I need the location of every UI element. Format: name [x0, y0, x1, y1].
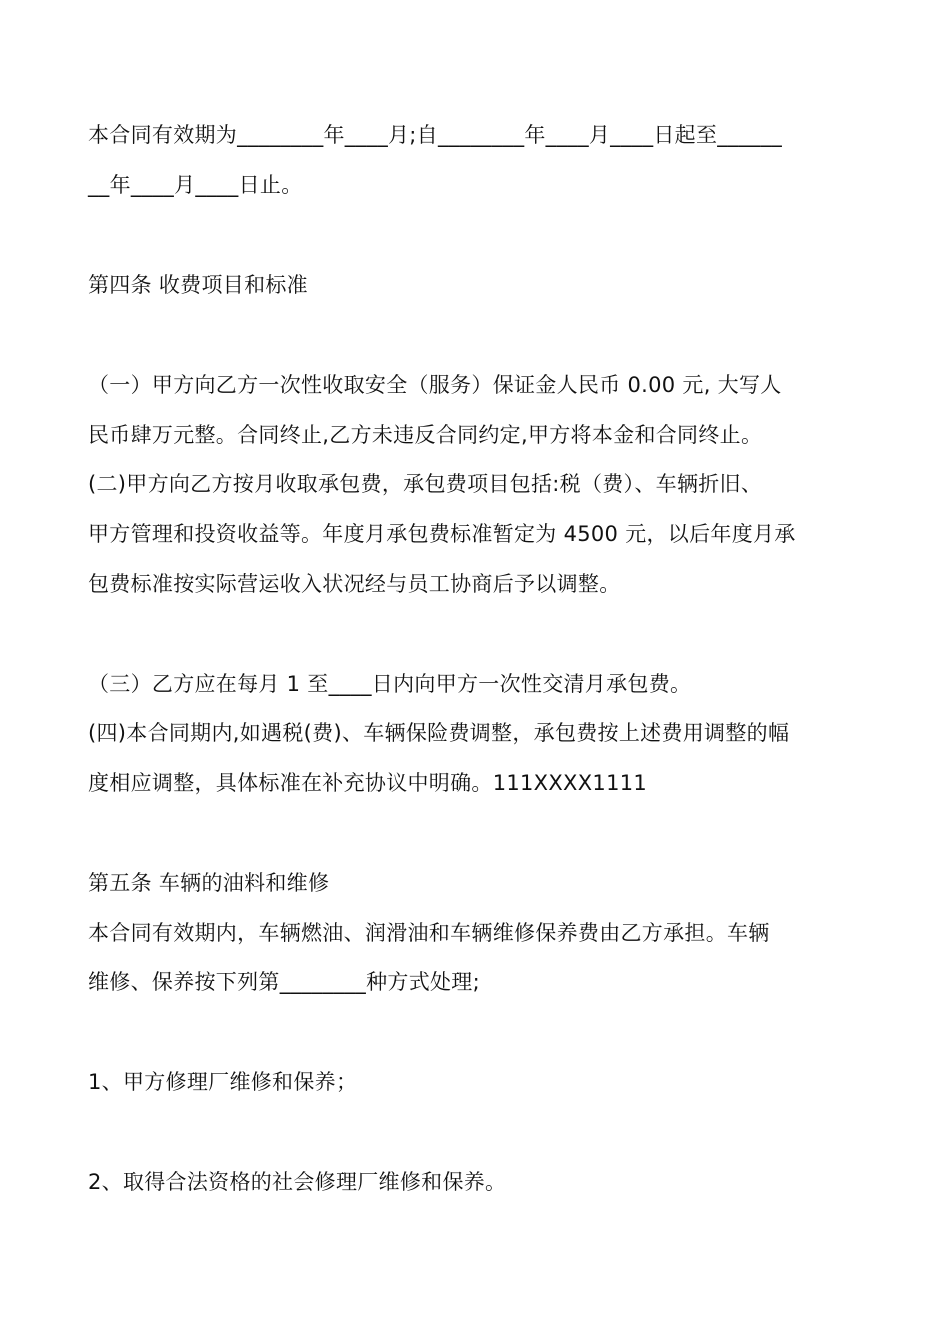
clause-4-line-1: (四)本合同期内,如遇税(费)、车辆保险费调整，承包费按上述费用调整的幅: [88, 721, 790, 745]
validity-period-line-2: __年____月____日止。: [88, 173, 303, 197]
option-2: 2、取得合法资格的社会修理厂维修和保养。: [88, 1170, 507, 1194]
article-5-heading: 第五条 车辆的油料和维修: [88, 871, 330, 895]
clause-4-line-2: 度相应调整，具体标准在补充协议中明确。111XXXX1111: [88, 771, 648, 795]
clause-2-line-1: (二)甲方向乙方按月收取承包费，承包费项目包括:税（费）、车辆折旧、: [88, 472, 763, 496]
validity-period-line-1: 本合同有效期为________年____月;自________年____月____日起至______: [88, 123, 783, 147]
clause-2-line-3: 包费标准按实际营运收入状况经与员工协商后予以调整。: [88, 572, 621, 596]
article-5-line-1: 本合同有效期内，车辆燃油、润滑油和车辆维修保养费由乙方承担。车辆: [88, 921, 770, 945]
clause-3-line: （三）乙方应在每月 1 至____日内向甲方一次性交清月承包费。: [88, 672, 692, 696]
article-4-heading: 第四条 收费项目和标准: [88, 273, 308, 297]
clause-2-line-2: 甲方管理和投资收益等。年度月承包费标准暂定为 4500 元，以后年度月承: [88, 522, 796, 546]
clause-1-line-1: （一）甲方向乙方一次性收取安全（服务）保证金人民币 0.00 元, 大写人: [88, 373, 782, 397]
article-5-line-2: 维修、保养按下列第________种方式处理;: [88, 970, 480, 994]
option-1: 1、甲方修理厂维修和保养；: [88, 1070, 358, 1094]
clause-1-line-2: 民币肆万元整。合同终止,乙方未违反合同约定,甲方将本金和合同终止。: [88, 423, 763, 447]
